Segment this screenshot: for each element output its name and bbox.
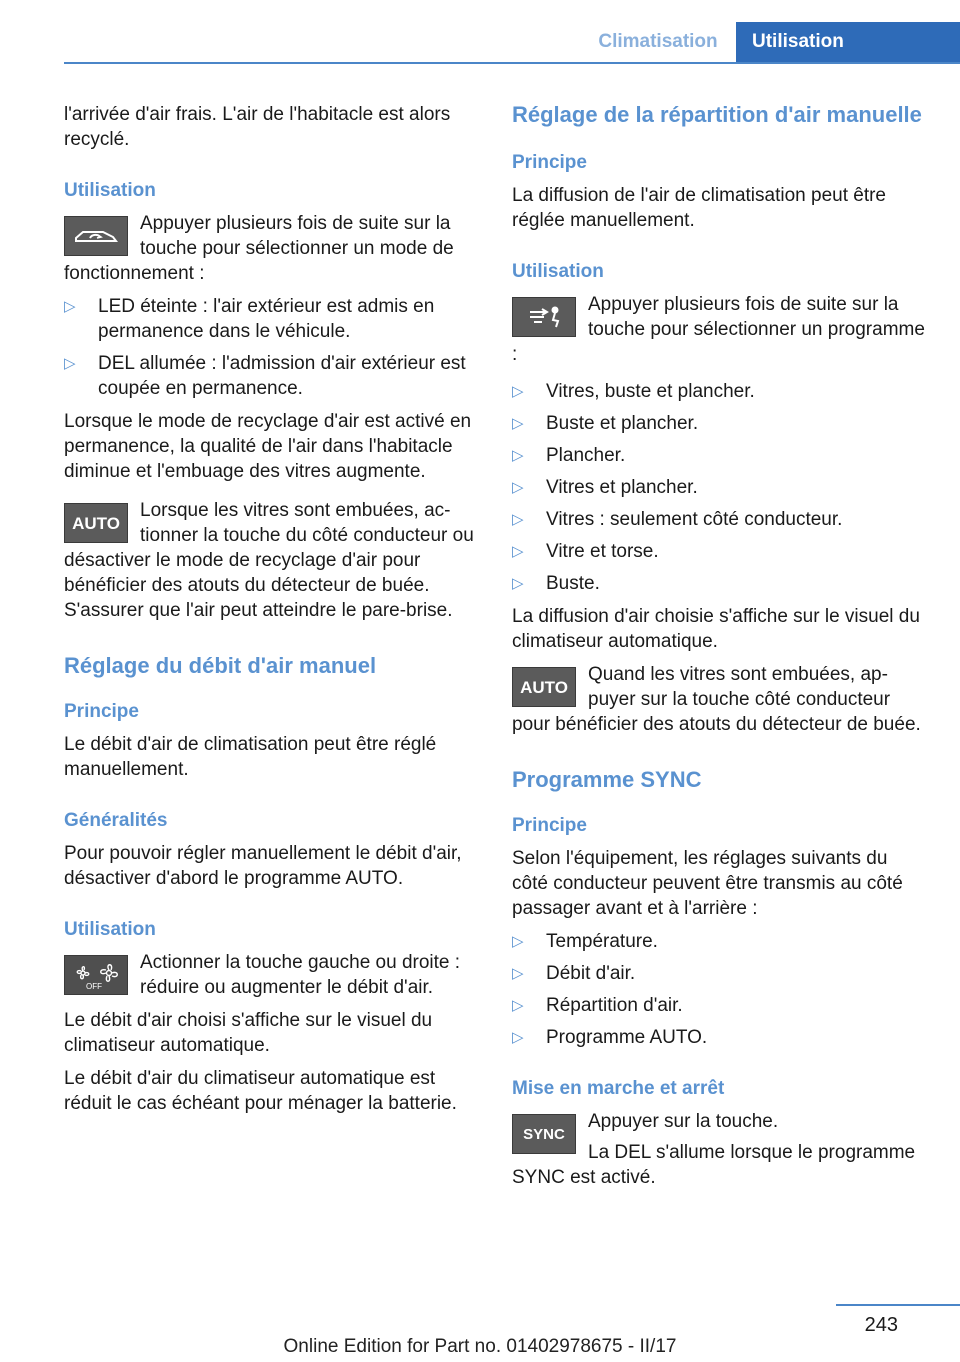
list-item: ▷ Plancher.	[512, 445, 626, 466]
utilisation-heading: Utilisation	[512, 261, 604, 282]
list-item: ▷ Vitres : seulement côté conducteur.	[512, 509, 843, 530]
page-number: 243	[864, 1314, 898, 1336]
list-item: ▷ Répartition d'air.	[512, 995, 683, 1016]
bullet-icon: ▷	[512, 447, 524, 464]
auto-instruction	[64, 498, 478, 623]
auto-button-icon: AUTO	[64, 503, 128, 543]
recycle-note: Lorsque le mode de recyclage d'air est activé en permanence, la qualité de l'air dans l'habitacle diminue et l'embuage des vitres augmente.	[64, 411, 472, 482]
list-item: ▷ LED éteinte : l'air extérieur est admis en permanence dans le véhicule.	[64, 296, 435, 342]
header-tabbar	[64, 22, 960, 64]
fan-instruction	[64, 950, 478, 1000]
onoff-heading: Mise en marche et arrêt	[512, 1078, 725, 1099]
sync-instruction	[512, 1109, 926, 1190]
auto-note: Lorsque les vitres sont embuées, actionner la touche du côté conducteur ou désactiver le mode de recyclage d'air pour bénéficier des atouts du détecteur de buée. S'assurer que l'air peut atteindre le pare-brise.	[64, 500, 474, 621]
list-item: ▷ Débit d'air.	[512, 963, 636, 984]
list-item: ▷ Température.	[512, 931, 658, 952]
distribution-display-note: La diffusion d'air choisie s'affiche sur le visuel du climatiseur automatique.	[512, 606, 920, 652]
section-title-sync: Programme SYNC	[512, 767, 702, 792]
list-item: ▷ Vitres et plancher.	[512, 477, 698, 498]
bullet-icon: ▷	[512, 575, 524, 592]
bullet-icon: ▷	[512, 479, 524, 496]
principe-heading: Principe	[512, 152, 587, 173]
bullet-icon: ▷	[512, 383, 524, 400]
sync-principe-heading: Principe	[512, 815, 587, 836]
distribution-text: Appuyer plusieurs fois de suite sur la touche pour sélectionner un programme :	[512, 294, 925, 365]
utilisation2-heading: Utilisation	[64, 919, 156, 940]
utilisation-heading: Utilisation	[64, 180, 156, 201]
generalites-text: Pour pouvoir régler manuellement le débit d'air, désactiver d'abord le programme AUTO.	[64, 843, 462, 889]
principe-text: La diffusion de l'air de climatisation peut être réglée manuellement.	[512, 185, 886, 231]
bullet-icon: ▷	[512, 933, 524, 950]
principe-text: Le débit d'air de climatisation peut être réglé manuellement.	[64, 734, 437, 780]
recirculation-car-icon	[64, 216, 128, 256]
footer-rule	[836, 1304, 960, 1306]
flow-display-note: Le débit d'air choisi s'affiche sur le visuel du climatiseur automatique.	[64, 1010, 433, 1056]
mode-list	[64, 294, 478, 401]
fan-buttons-icon	[64, 955, 128, 995]
right-column	[512, 102, 926, 1198]
list-item: ▷ Buste et plancher.	[512, 413, 699, 434]
section-title-distribution: Réglage de la répartition d'air manuelle	[512, 102, 922, 127]
air-distribution-icon	[512, 297, 576, 337]
list-item: ▷ Vitre et torse.	[512, 541, 659, 562]
sync-list	[512, 929, 926, 1050]
bullet-icon: ▷	[512, 997, 524, 1014]
intro-text: l'arrivée d'air frais. L'air de l'habitacle est alors recyclé.	[64, 104, 451, 150]
list-item: ▷ DEL allumée : l'admission d'air extérieur est coupée en permanence.	[64, 353, 466, 399]
list-item: ▷ Buste.	[512, 573, 600, 594]
principe-heading: Principe	[64, 701, 139, 722]
auto-instruction	[512, 662, 926, 737]
sync-text-2: La DEL s'allume lorsque le programme SYNC est activé.	[512, 1142, 916, 1188]
battery-note: Le débit d'air du climatiseur automatique est réduit le cas échéant pour ménager la batterie.	[64, 1068, 457, 1114]
bullet-icon: ▷	[512, 543, 524, 560]
list-item: ▷ Vitres, buste et plancher.	[512, 381, 755, 402]
bullet-icon: ▷	[512, 965, 524, 982]
sync-button-icon: SYNC	[512, 1114, 576, 1154]
auto-button-icon: AUTO	[512, 667, 576, 707]
recirculation-instruction	[64, 211, 478, 286]
bullet-icon: ▷	[64, 298, 76, 315]
tab-climatisation[interactable]: Climatisation	[598, 31, 718, 52]
left-column	[64, 102, 478, 1124]
edition-footer: Online Edition for Part no. 01402978675 - II/17	[283, 1336, 677, 1357]
list-item: ▷ Programme AUTO.	[512, 1027, 708, 1048]
sync-principe-text: Selon l'équipement, les réglages suivants du côté conducteur peuvent être transmis au côté passager avant et à l'arrière :	[512, 848, 903, 919]
program-list	[512, 379, 926, 596]
fan-text: Actionner la touche gauche ou droite : réduire ou augmenter le débit d'air.	[140, 952, 461, 998]
bullet-icon: ▷	[512, 511, 524, 528]
sync-text-1: Appuyer sur la touche.	[588, 1111, 779, 1132]
fan-off-label: OFF	[86, 981, 102, 991]
generalites-heading: Généralités	[64, 810, 168, 831]
bullet-icon: ▷	[512, 1029, 524, 1046]
bullet-icon: ▷	[512, 415, 524, 432]
bullet-icon: ▷	[64, 355, 76, 372]
recirculation-text: Appuyer plusieurs fois de suite sur la touche pour sélectionner un mode de fonctionnement :	[64, 213, 454, 284]
distribution-instruction	[512, 292, 926, 367]
section-title-flow: Réglage du débit d'air manuel	[64, 653, 377, 678]
auto-note: Quand les vitres sont embuées, appuyer sur la touche côté conducteur pour bénéficier des atouts du détecteur de buée.	[512, 664, 921, 735]
tab-utilisation[interactable]: Utilisation	[736, 22, 960, 62]
